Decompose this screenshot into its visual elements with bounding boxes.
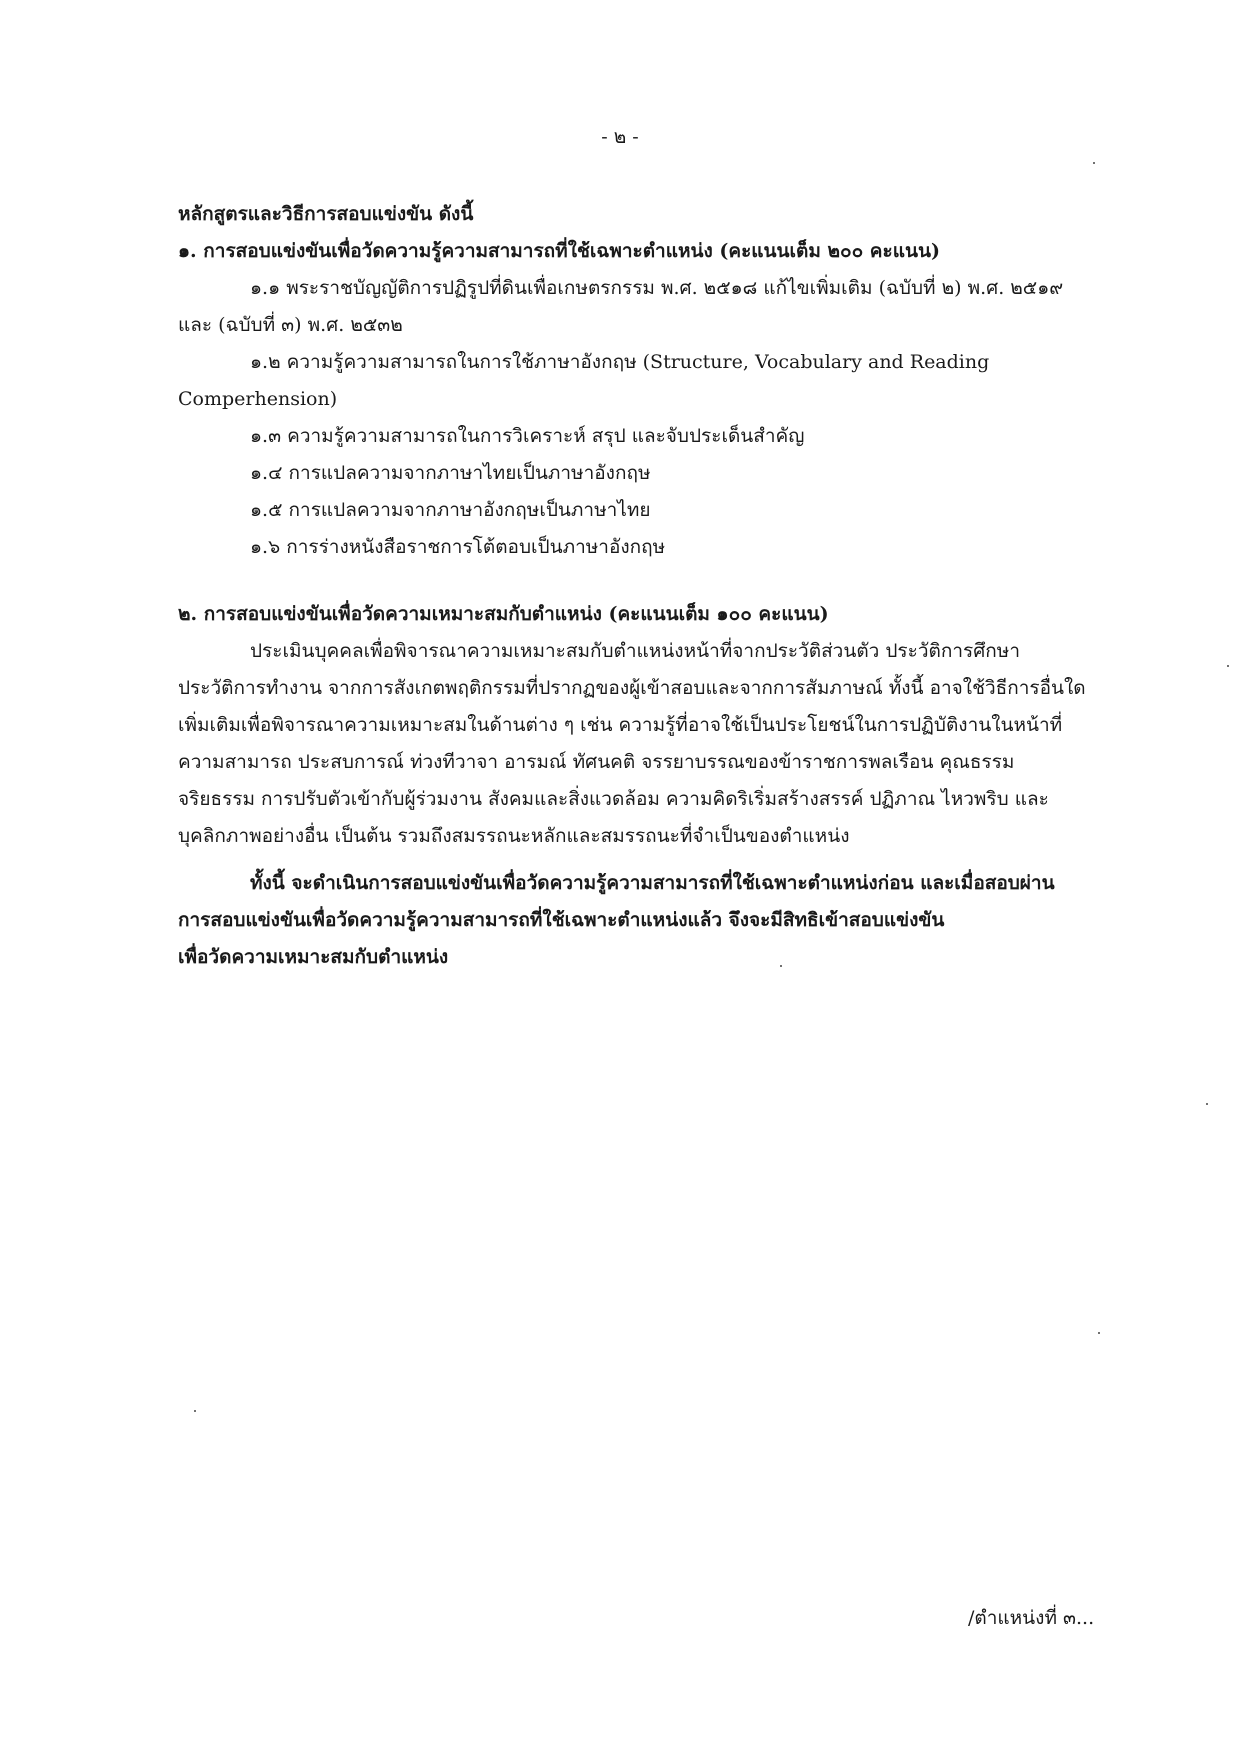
scan-speck <box>1098 1332 1100 1334</box>
document-body <box>178 196 1108 976</box>
closing-paragraph <box>178 865 1108 976</box>
page-number: - ๒ - <box>601 126 639 148</box>
scan-speck <box>1093 162 1095 164</box>
continuation-note: /ตำแหน่งที่ ๓... <box>968 1607 1095 1629</box>
scan-speck <box>780 965 782 967</box>
section-2-line: ประวัติการทำงาน จากการสังเกตพฤติกรรมที่ปรากฏของผู้เข้าสอบและจากการสัมภาษณ์ ทั้งนี้ อาจใช้วิธีการอื่นใด <box>178 677 1086 699</box>
closing-line: ทั้งนี้ จะดำเนินการสอบแข่งขันเพื่อวัดความรู้ความสามารถที่ใช้เฉพาะตำแหน่งก่อน และเมื่อสอบผ่าน <box>250 872 1055 894</box>
scan-speck <box>1227 665 1229 667</box>
section-2-line: บุคลิกภาพอย่างอื่น เป็นต้น รวมถึงสมรรถนะหลักและสมรรถนะที่จำเป็นของตำแหน่ง <box>178 825 850 847</box>
section-1-item-5: ๑.๕ การแปลความจากภาษาอังกฤษเป็นภาษาไทย <box>250 499 651 521</box>
section-1-item-2-cont: Comperhension) <box>178 388 338 410</box>
section-1-title: ๑. การสอบแข่งขันเพื่อวัดความรู้ความสามารถที่ใช้เฉพาะตำแหน่ง (คะแนนเต็ม ๒๐๐ คะแนน) <box>178 240 940 262</box>
section-2-line: จริยธรรม การปรับตัวเข้ากับผู้ร่วมงาน สังคมและสิ่งแวดล้อม ความคิดริเริ่มสร้างสรรค์ ปฏิภาณ ไหวพริบ และ <box>178 788 1049 810</box>
scan-speck <box>194 1410 196 1412</box>
section-1-item-3: ๑.๓ ความรู้ความสามารถในการวิเคราะห์ สรุป และจับประเด็นสำคัญ <box>250 425 805 447</box>
section-1-item-1: ๑.๑ พระราชบัญญัติการปฏิรูปที่ดินเพื่อเกษตรกรรม พ.ศ. ๒๕๑๘ แก้ไขเพิ่มเติม (ฉบับที่ ๒) พ.ศ. ๒๕๑๙ <box>250 277 1064 299</box>
closing-line: เพื่อวัดความเหมาะสมกับตำแหน่ง <box>178 946 449 968</box>
scan-speck <box>1206 1103 1208 1105</box>
section-2-title: ๒. การสอบแข่งขันเพื่อวัดความเหมาะสมกับตำแหน่ง (คะแนนเต็ม ๑๐๐ คะแนน) <box>178 603 829 625</box>
section-1-item-6: ๑.๖ การร่างหนังสือราชการโต้ตอบเป็นภาษาอังกฤษ <box>250 536 666 558</box>
section-1-item-1-cont: และ (ฉบับที่ ๓) พ.ศ. ๒๕๓๒ <box>178 314 403 336</box>
document-heading: หลักสูตรและวิธีการสอบแข่งขัน ดังนี้ <box>178 203 474 225</box>
section-gap <box>178 566 1108 596</box>
section-2-line: ความสามารถ ประสบการณ์ ท่วงทีวาจา อารมณ์ ทัศนคติ จรรยาบรรณของข้าราชการพลเรือน คุณธรรม <box>178 751 1015 773</box>
closing-line: การสอบแข่งขันเพื่อวัดความรู้ความสามารถที่ใช้เฉพาะตำแหน่งแล้ว จึงจะมีสิทธิเข้าสอบแข่งขัน <box>178 909 945 931</box>
section-1-item-4: ๑.๔ การแปลความจากภาษาไทยเป็นภาษาอังกฤษ <box>250 462 651 484</box>
section-2-line: ประเมินบุคคลเพื่อพิจารณาความเหมาะสมกับตำแหน่งหน้าที่จากประวัติส่วนตัว ประวัติการศึกษา <box>250 640 1020 662</box>
section-2-line: เพิ่มเติมเพื่อพิจารณาความเหมาะสมในด้านต่าง ๆ เช่น ความรู้ที่อาจใช้เป็นประโยชน์ในการปฏิบัติงานในหน้าที่ <box>178 714 1063 736</box>
section-1-item-2: ๑.๒ ความรู้ความสามารถในการใช้ภาษาอังกฤษ (Structure, Vocabulary and Reading <box>250 351 990 373</box>
